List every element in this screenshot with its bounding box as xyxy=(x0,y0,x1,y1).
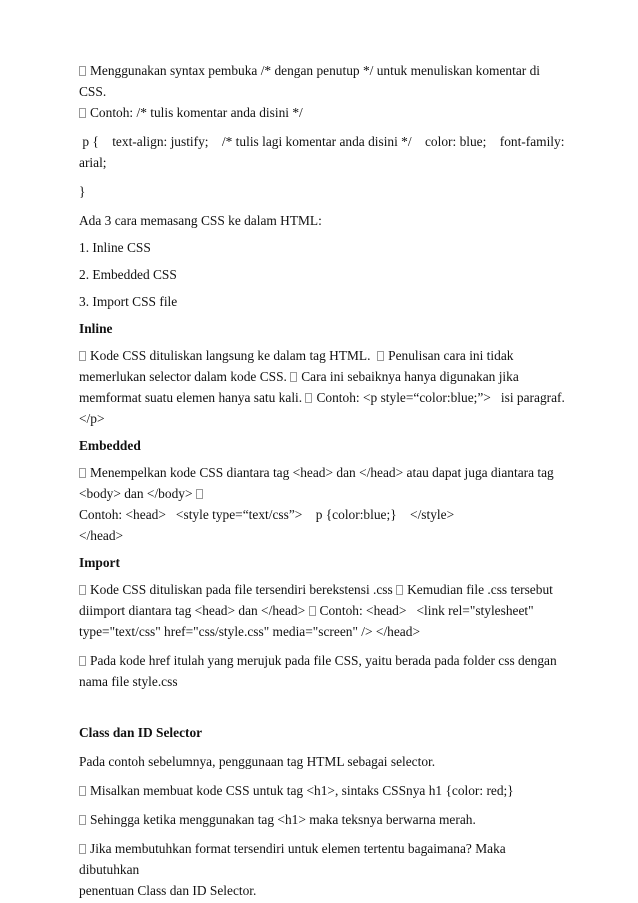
text-line: 1. Inline CSS xyxy=(79,240,151,255)
text-line: </p> xyxy=(79,411,105,426)
text-line: Cara ini sebaiknya hanya digunakan jika xyxy=(301,369,519,384)
text-line: memformat suatu elemen hanya satu kali. xyxy=(79,390,303,405)
bullet-icon xyxy=(309,606,316,616)
text-line: Menempelkan kode CSS diantara tag <head> dan </head> atau dapat juga diantara tag xyxy=(90,465,554,480)
text-line: Contoh: <p style=“color:blue;”> isi paragraf. xyxy=(316,390,565,405)
text-line: Pada kode href itulah yang merujuk pada file CSS, yaitu berada pada folder css dengan xyxy=(90,653,557,668)
bullet-icon xyxy=(79,786,86,796)
paragraph-embedded xyxy=(79,462,569,546)
text-line: Sehingga ketika menggunakan tag <h1> maka teksnya berwarna merah. xyxy=(90,812,476,827)
text-line: Jika membutuhkan format tersendiri untuk elemen tertentu bagaimana? Maka dibutuhkan xyxy=(79,841,506,877)
list-item xyxy=(79,291,569,312)
heading-text: Import xyxy=(79,555,120,570)
bullet-icon xyxy=(79,351,86,361)
text-line: p { text-align: justify; /* tulis lagi komentar anda disini */ color: blue; font-family: xyxy=(79,134,565,149)
heading-import xyxy=(79,552,569,573)
bullet-icon xyxy=(79,656,86,666)
text-line: 2. Embedded CSS xyxy=(79,267,177,282)
text-line: Kode CSS dituliskan pada file tersendiri berekstensi .css xyxy=(90,582,393,597)
bullet-icon xyxy=(196,489,203,499)
text-line: Penulisan cara ini tidak xyxy=(388,348,514,363)
heading-class-id xyxy=(79,722,569,743)
text-line: type="text/css" href="css/style.css" media="screen" /> </head> xyxy=(79,624,420,639)
paragraph-intro xyxy=(79,210,569,231)
text-line: Misalkan membuat kode CSS untuk tag <h1>, sintaks CSSnya h1 {color: red;} xyxy=(90,783,514,798)
bullet-icon xyxy=(79,468,86,478)
heading-text: Inline xyxy=(79,321,113,336)
text-line: Contoh: /* tulis komentar anda disini */ xyxy=(90,105,303,120)
text-line: } xyxy=(79,184,86,199)
bullet-icon xyxy=(290,372,297,382)
text-line: diimport diantara tag <head> dan </head> xyxy=(79,603,306,618)
paragraph-class-result xyxy=(79,809,569,830)
text-line: Kode CSS dituliskan langsung ke dalam tag HTML. xyxy=(90,348,371,363)
text-line: Menggunakan syntax pembuka /* dengan penutup */ untuk menuliskan komentar di CSS. xyxy=(79,63,540,99)
bullet-icon xyxy=(79,66,86,76)
text-line: 3. Import CSS file xyxy=(79,294,178,309)
heading-text: Embedded xyxy=(79,438,141,453)
bullet-icon xyxy=(396,585,403,595)
bullet-icon xyxy=(377,351,384,361)
document-page xyxy=(79,60,569,901)
heading-inline xyxy=(79,318,569,339)
heading-embedded xyxy=(79,435,569,456)
text-line: memerlukan selector dalam kode CSS. xyxy=(79,369,287,384)
bullet-icon xyxy=(79,585,86,595)
code-line xyxy=(79,131,569,152)
bullet-icon xyxy=(79,844,86,854)
paragraph-inline xyxy=(79,345,569,429)
text-line: penentuan Class dan ID Selector. xyxy=(79,883,257,898)
text-line: Contoh: <head> <style type=“text/css”> p {color:blue;} </style> xyxy=(79,507,455,522)
bullet-icon xyxy=(305,393,312,403)
paragraph-import xyxy=(79,579,569,642)
text-line: Pada contoh sebelumnya, penggunaan tag HTML sebagai selector. xyxy=(79,754,436,769)
code-line xyxy=(79,181,569,202)
bullet-icon xyxy=(79,815,86,825)
paragraph-comment-syntax xyxy=(79,60,569,102)
heading-text: Class dan ID Selector xyxy=(79,725,203,740)
paragraph-class-intro xyxy=(79,751,569,772)
paragraph-href xyxy=(79,650,569,692)
text-line: nama file style.css xyxy=(79,674,178,689)
code-line xyxy=(79,152,569,173)
bullet-icon xyxy=(79,108,86,118)
text-line: Kemudian file .css tersebut xyxy=(407,582,553,597)
text-line: </head> xyxy=(79,528,124,543)
text-line: <body> dan </body> xyxy=(79,486,193,501)
paragraph-class-question xyxy=(79,838,569,901)
list-item xyxy=(79,264,569,285)
list-item xyxy=(79,237,569,258)
text-line: arial; xyxy=(79,155,107,170)
paragraph-class-example xyxy=(79,780,569,801)
text-line: Contoh: <head> <link rel="stylesheet" xyxy=(319,603,534,618)
paragraph-comment-example xyxy=(79,102,569,123)
text-line: Ada 3 cara memasang CSS ke dalam HTML: xyxy=(79,213,322,228)
